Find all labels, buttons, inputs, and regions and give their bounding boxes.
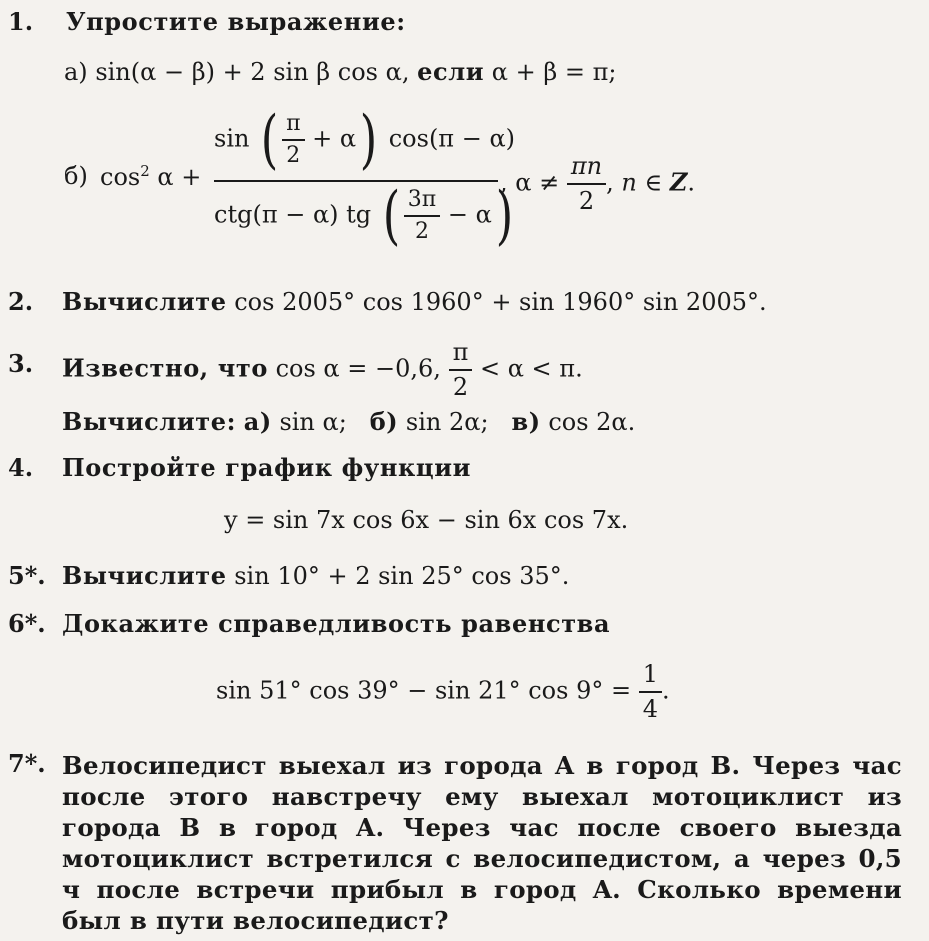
cond-Z: Z (669, 167, 688, 197)
problem-2-word: Вычислите (62, 287, 227, 316)
pi-over-2: $\frac{\pi}{2}$ (449, 338, 473, 402)
left-paren: ( (382, 179, 401, 253)
problem-6-expression: sin 51° cos 39° − sin 21° cos 9° = (216, 676, 632, 705)
problem-6-equation (216, 660, 670, 724)
problem-1a-expression: sin(α − β) + 2 sin β cos α, (95, 58, 410, 86)
problem-3c-expr: cos 2α. (548, 408, 636, 436)
problem-3b-expr: sin 2α; (405, 408, 489, 436)
right-paren: ) (495, 179, 514, 253)
den-ctg: ctg(π − α) tg (214, 200, 372, 229)
problem-1-number: 1. (8, 7, 34, 36)
problem-3a-expr: sin α; (279, 408, 347, 436)
problem-5-number: 5*. (8, 561, 46, 590)
pi-over-2: $\frac{\pi}{2}$ (282, 111, 304, 170)
problem-1a (64, 58, 616, 87)
problem-1a-condition: α + β = π; (491, 58, 617, 86)
problem-5-expression: sin 10° + 2 sin 25° cos 35°. (234, 562, 570, 590)
problem-3b-label: б) (369, 407, 399, 436)
cond-n: n (621, 168, 637, 197)
problem-1b-fraction (214, 103, 516, 254)
problem-3-expression: cos α = −0,6, (275, 354, 441, 383)
exponent: 2 (140, 162, 150, 180)
lead-tail: α + (157, 163, 202, 191)
problem-4-title: Постройте график функции (62, 453, 472, 482)
problem-5-text (62, 562, 569, 591)
problem-3-number: 3. (8, 349, 34, 378)
den-minus: − α (447, 200, 492, 229)
problem-2-number: 2. (8, 287, 34, 316)
num-cos: cos(π − α) (388, 124, 516, 153)
problem-6-title: Докажите справедливость равенства (62, 609, 611, 638)
problem-4-number: 4. (8, 453, 34, 482)
fraction-bar (214, 180, 498, 182)
problem-4-function: y = sin 7x cos 6x − sin 6x cos 7x. (224, 506, 629, 534)
problem-3a-label: а) (243, 407, 272, 436)
fraction-denominator (214, 179, 514, 254)
problem-1b-condition (500, 152, 695, 216)
problem-3-line1 (62, 338, 583, 402)
cos-text: cos (100, 163, 141, 191)
problem-3-word: Известно, что (62, 353, 268, 383)
problem-3-tail: < α < π. (479, 354, 583, 383)
cond-in: ∈ (644, 168, 663, 197)
problem-6-end: . (662, 676, 670, 705)
fraction-numerator (214, 103, 516, 178)
problem-6-number: 6*. (8, 609, 46, 638)
problem-1a-label: а) (64, 58, 88, 86)
problem-1-title: Упростите выражение: (66, 7, 406, 36)
problem-3-line2 (62, 408, 635, 437)
problem-2-text (62, 288, 767, 317)
num-plus: + α (312, 124, 357, 153)
3pi-over-2: $\frac{3\pi}{2}$ (404, 187, 440, 246)
cond-alpha: , α ≠ (500, 168, 560, 197)
num-sin: sin (214, 124, 250, 153)
pin-over-2: $\frac{\pi n}{2}$ (567, 152, 606, 216)
problem-2-expression: cos 2005° cos 1960° + sin 1960° sin 2005°. (234, 288, 767, 316)
problem-5-word: Вычислите (62, 561, 227, 590)
problem-1b-lead (100, 162, 201, 192)
left-paren: ( (260, 103, 279, 177)
cond-end: . (687, 168, 696, 197)
one-quarter: $\frac{1}{4}$ (639, 660, 662, 724)
problem-1a-condition-word: если (417, 57, 485, 86)
problem-3c-label: в) (511, 407, 541, 436)
problem-7-text: Велосипедист выехал из города A в город B. Через час после этого навстречу ему выехал мотоциклист из города B в город A. Через час после своего выезда мотоциклист встретился с велосипедистом, а через 0,5 ч после встречи прибыл в город A. Сколько времени был в пути велосипедист? (62, 751, 902, 935)
cond-comma: , (606, 168, 614, 197)
problem-3-word2: Вычислите: (62, 407, 237, 436)
problem-1b-label: б) (64, 162, 88, 190)
problem-7-number: 7*. (8, 749, 46, 778)
right-paren: ) (359, 103, 378, 177)
